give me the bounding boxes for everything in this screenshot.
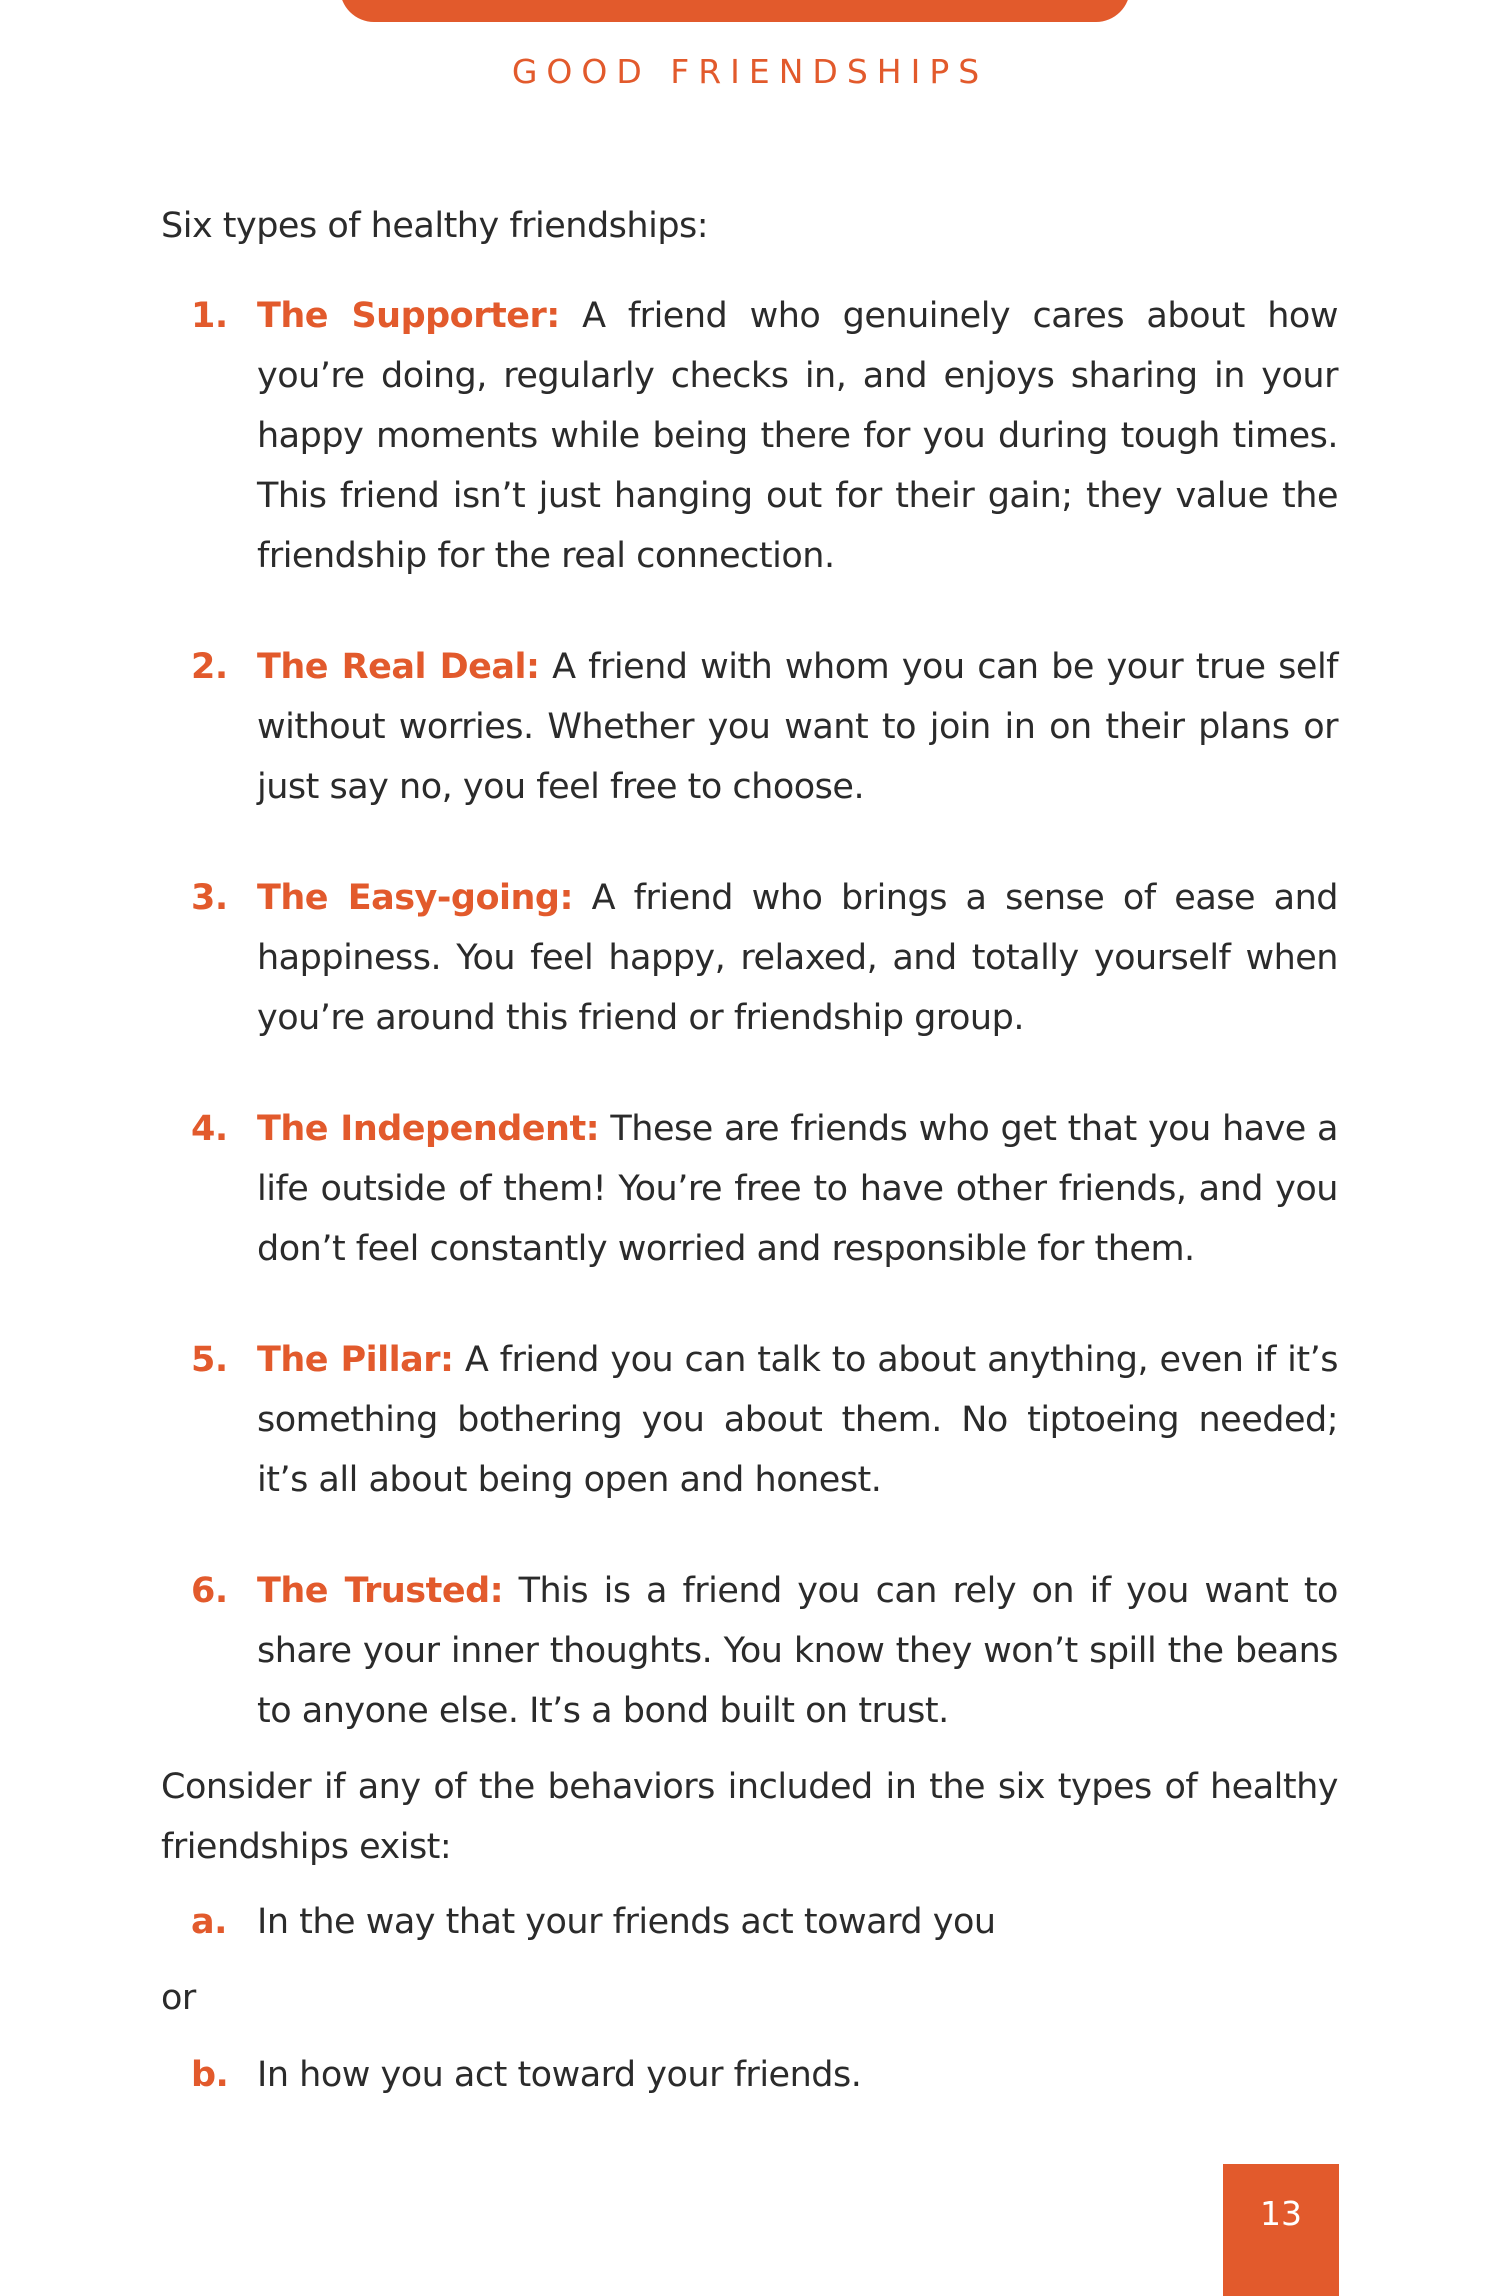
item-number: 4. (191, 1109, 228, 1149)
option-a (161, 1892, 1338, 1952)
type-description: A friend with whom you can be your true self without worries. Whether you want to join in on their plans or just say no, you feel free to choose. (257, 647, 1338, 807)
type-name: The Easy-going: (257, 878, 573, 918)
header-tab-decoration (340, 0, 1130, 22)
item-number: 3. (191, 878, 228, 918)
type-name: The Supporter: (257, 296, 560, 336)
type-description: A friend who brings a sense of ease and happiness. You feel happy, relaxed, and totally yourself when you’re around this friend or friendship group. (257, 878, 1338, 1038)
consider-text: Consider if any of the behaviors included in the six types of healthy friendships exist: (161, 1767, 1338, 1867)
option-letter: b. (191, 2055, 229, 2095)
intro-text: Six types of healthy friendships: (161, 206, 709, 246)
type-description: A friend you can talk to about anything, even if it’s something bothering you about them. No tiptoeing needed; it’s all about being open and honest. (257, 1340, 1338, 1500)
option-text: In how you act toward your friends. (257, 2055, 862, 2095)
type-name: The Real Deal: (257, 647, 540, 687)
item-number: 1. (191, 296, 228, 336)
option-text: In the way that your friends act toward you (257, 1902, 996, 1942)
type-name: The Independent: (257, 1109, 600, 1149)
type-name: The Pillar: (257, 1340, 454, 1380)
list-item (161, 1330, 1338, 1510)
or-text: or (161, 1978, 196, 2018)
item-number: 5. (191, 1340, 228, 1380)
option-letter: a. (191, 1902, 227, 1942)
list-item (161, 1099, 1338, 1279)
page-content (161, 196, 1338, 2105)
list-item (161, 1561, 1338, 1741)
list-item (161, 286, 1338, 586)
option-b (161, 2045, 1338, 2105)
page-number: 13 (1223, 2164, 1339, 2296)
item-number: 6. (191, 1571, 228, 1611)
friendship-types-list (161, 286, 1338, 1741)
list-item (161, 868, 1338, 1048)
type-description: A friend who genuinely cares about how you’re doing, regularly checks in, and enjoys sharing in your happy moments while being there for you during tough times. This friend isn’t just hanging out for their gain; they value the friendship for the real connection. (257, 296, 1338, 576)
item-number: 2. (191, 647, 228, 687)
type-name: The Trusted: (257, 1571, 504, 1611)
type-description: This is a friend you can rely on if you want to share your inner thoughts. You know they won’t spill the beans to anyone else. It’s a bond built on trust. (257, 1571, 1338, 1731)
running-header: GOOD FRIENDSHIPS (511, 52, 989, 91)
list-item (161, 637, 1338, 817)
type-description: These are friends who get that you have a life outside of them! You’re free to have other friends, and you don’t feel constantly worried and responsible for them. (257, 1109, 1338, 1269)
